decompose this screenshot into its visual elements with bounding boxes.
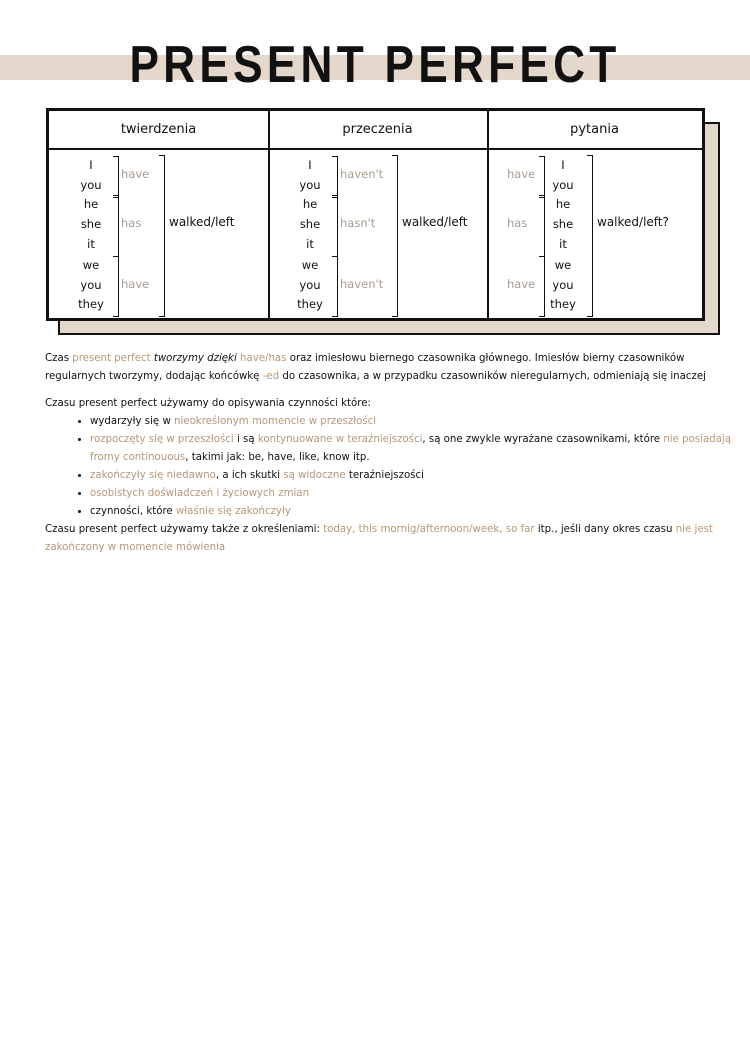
auxiliary-verb: has [507,216,528,230]
main-verb: walked/left? [597,215,669,229]
auxiliary-verb: hasn't [340,216,376,230]
pronoun: I [308,158,312,172]
group-bracket [332,156,338,198]
pronoun: he [555,197,571,211]
column-header: przeczenia [268,111,487,150]
group-bracket [113,156,119,198]
auxiliary-verb: has [121,216,142,230]
group-bracket [332,256,338,317]
group-bracket [113,195,119,257]
list-item: • rozpoczęty się w przeszłości i są kontynuowane w teraźniejszości, są one zwykle wyrażane czasownikami, które nie posiadają fromy continouous, takimi jak: be, have, like, know itp. [90,431,735,467]
group-bracket [539,256,545,317]
pronoun: you [552,278,574,292]
pronoun: they [78,297,104,311]
pronoun: we [82,258,100,272]
pronoun: I [561,158,565,172]
conjugation-table [46,108,705,321]
group-bracket [539,195,545,257]
pronoun: you [299,178,321,192]
usage-list [45,413,735,521]
pronoun: you [299,278,321,292]
pronoun: they [297,297,323,311]
usage-section [45,395,735,557]
pronoun: she [552,217,574,231]
pronoun: they [550,297,576,311]
group-bracket [332,195,338,257]
list-item: • zakończyły się niedawno, a ich skutki są widoczne teraźniejszości [90,467,735,485]
pronoun: he [302,197,318,211]
main-verb: walked/left [402,215,468,229]
list-item: • osobistych doświadczeń i życiowych zmian [90,485,735,503]
auxiliary-verb: have [121,276,150,291]
usage-heading: Czasu present perfect używamy do opisywania czynności które: [45,398,371,409]
pronoun: you [80,278,102,292]
main-verb: walked/left [169,215,235,229]
pronoun: it [306,237,314,251]
auxiliary-verb: have [507,167,536,181]
column-header: twierdzenia [49,111,268,150]
table-column-pytania [487,111,702,318]
auxiliary-verb: have [121,167,150,181]
pronoun: he [83,197,99,211]
intro-paragraph: Czas present perfect tworzymy dzięki have/has oraz imiesłowu biernego czasownika głównego. Imiesłów bierny czasowników regularnych tworzymy, dodając końcówkę -ed do czasownika, a w przypadku czasowników nieregularnych, odmieniają się inaczej [45,353,706,382]
pronoun: she [80,217,102,231]
pronoun: we [301,258,319,272]
auxiliary-verb: haven't [340,276,384,291]
auxiliary-verb: have [507,276,536,291]
main-bracket [392,155,398,317]
pronoun: I [89,158,93,172]
pronoun: she [299,217,321,231]
column-header: pytania [487,111,702,150]
page-title: PRESENT PERFECT [129,36,621,94]
group-bracket [113,256,119,317]
list-item: • wydarzyły się w nieokreślonym momencie w przeszłości [90,413,735,431]
main-bracket [159,155,165,317]
pronoun: you [552,178,574,192]
text-body [45,350,735,557]
table-column-przeczenia [268,111,489,318]
table-column-twierdzenia [49,111,270,318]
pronoun: you [80,178,102,192]
pronoun: it [559,237,567,251]
list-item: • czynności, które właśnie się zakończyły [90,503,735,521]
pronoun: we [554,258,572,272]
pronoun: it [87,237,95,251]
auxiliary-verb: haven't [340,167,384,181]
main-bracket [587,155,593,317]
group-bracket [539,156,545,198]
closing-paragraph: Czasu present perfect używamy także z określeniami: today, this mornig/afternoon/week, so far itp., jeśli dany okres czasu nie jest zakończony w momencie mówienia [45,524,713,553]
